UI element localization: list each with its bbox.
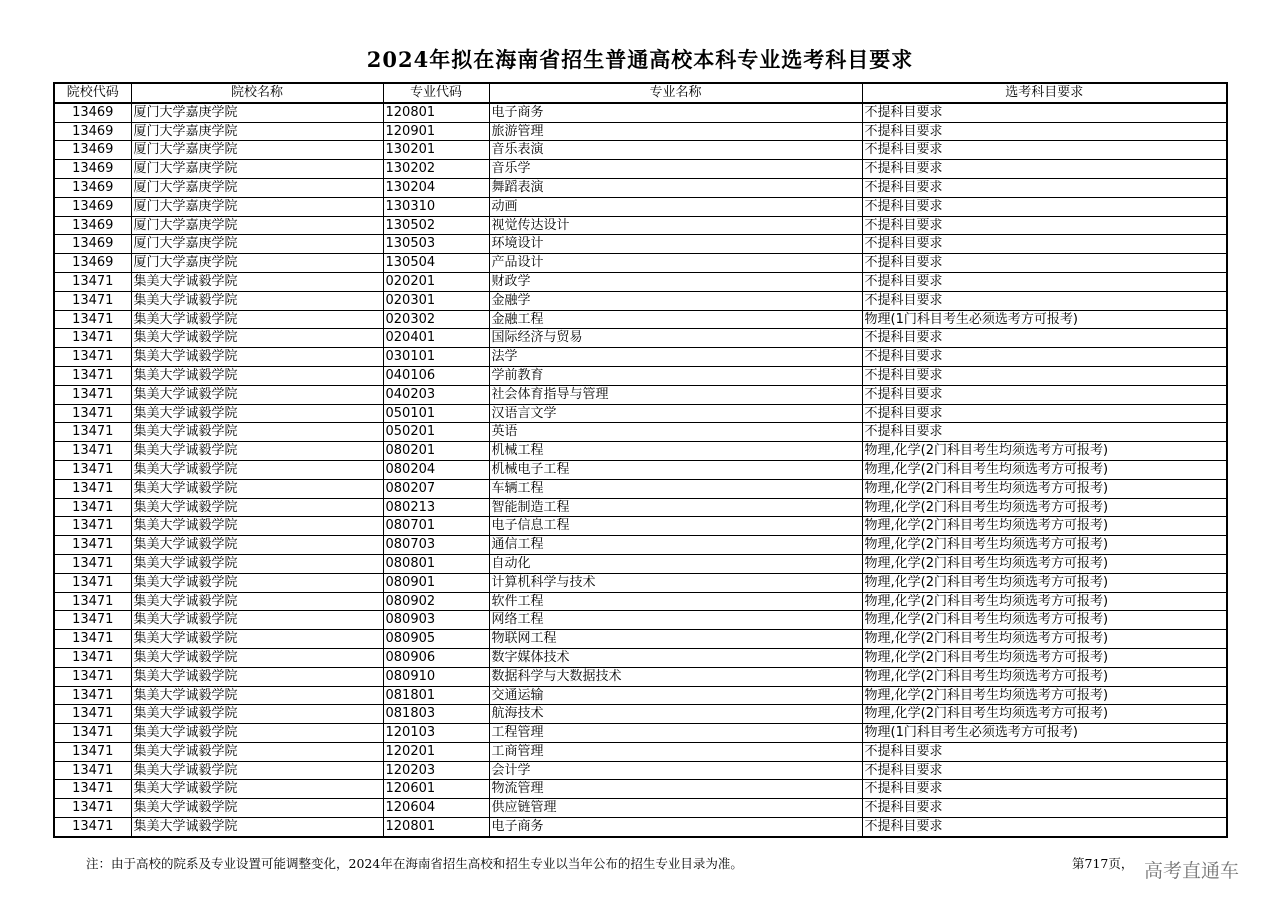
cell-major-name: 金融学 <box>489 291 862 310</box>
table-row <box>54 799 1227 818</box>
cell-major-code: 080207 <box>383 479 489 498</box>
cell-school-name: 集美大学诚毅学院 <box>131 404 383 423</box>
cell-major-name: 机械工程 <box>489 442 862 461</box>
cell-school-code: 13471 <box>54 761 131 780</box>
cell-school-code: 13471 <box>54 291 131 310</box>
cell-school-code: 13471 <box>54 742 131 761</box>
cell-school-code: 13469 <box>54 178 131 197</box>
cell-school-name: 集美大学诚毅学院 <box>131 423 383 442</box>
cell-school-code: 13471 <box>54 799 131 818</box>
cell-major-code: 120201 <box>383 742 489 761</box>
cell-subject-requirement: 不提科目要求 <box>862 291 1227 310</box>
cell-major-code: 050201 <box>383 423 489 442</box>
cell-major-code: 080906 <box>383 648 489 667</box>
table-row <box>54 724 1227 743</box>
cell-subject-requirement: 物理,化学(2门科目考生均须选考方可报考) <box>862 611 1227 630</box>
cell-school-name: 集美大学诚毅学院 <box>131 780 383 799</box>
cell-major-name: 音乐表演 <box>489 141 862 160</box>
cell-school-code: 13469 <box>54 235 131 254</box>
table-row <box>54 761 1227 780</box>
cell-school-name: 厦门大学嘉庚学院 <box>131 254 383 273</box>
cell-major-name: 航海技术 <box>489 705 862 724</box>
cell-subject-requirement: 不提科目要求 <box>862 348 1227 367</box>
cell-school-name: 集美大学诚毅学院 <box>131 536 383 555</box>
table-row <box>54 479 1227 498</box>
cell-major-code: 080903 <box>383 611 489 630</box>
cell-major-code: 130310 <box>383 197 489 216</box>
cell-school-code: 13471 <box>54 724 131 743</box>
cell-major-name: 环境设计 <box>489 235 862 254</box>
cell-major-code: 130504 <box>383 254 489 273</box>
table-body <box>54 103 1227 837</box>
cell-major-name: 通信工程 <box>489 536 862 555</box>
cell-major-code: 050101 <box>383 404 489 423</box>
cell-major-name: 网络工程 <box>489 611 862 630</box>
cell-major-name: 视觉传达设计 <box>489 216 862 235</box>
cell-school-name: 集美大学诚毅学院 <box>131 291 383 310</box>
cell-school-code: 13471 <box>54 554 131 573</box>
cell-major-code: 120604 <box>383 799 489 818</box>
table-row <box>54 423 1227 442</box>
cell-school-name: 集美大学诚毅学院 <box>131 460 383 479</box>
cell-school-code: 13469 <box>54 103 131 122</box>
cell-subject-requirement: 物理,化学(2门科目考生均须选考方可报考) <box>862 667 1227 686</box>
table-row <box>54 272 1227 291</box>
cell-school-code: 13471 <box>54 630 131 649</box>
cell-major-code: 081801 <box>383 686 489 705</box>
cell-major-code: 080204 <box>383 460 489 479</box>
cell-major-code: 030101 <box>383 348 489 367</box>
table-row <box>54 103 1227 122</box>
cell-school-name: 集美大学诚毅学院 <box>131 630 383 649</box>
table-row <box>54 460 1227 479</box>
table-row <box>54 667 1227 686</box>
cell-school-name: 厦门大学嘉庚学院 <box>131 197 383 216</box>
table-row <box>54 216 1227 235</box>
cell-major-code: 040106 <box>383 366 489 385</box>
cell-subject-requirement: 不提科目要求 <box>862 272 1227 291</box>
cell-school-name: 集美大学诚毅学院 <box>131 366 383 385</box>
cell-school-name: 厦门大学嘉庚学院 <box>131 141 383 160</box>
cell-major-code: 120203 <box>383 761 489 780</box>
cell-school-name: 集美大学诚毅学院 <box>131 705 383 724</box>
cell-major-code: 130204 <box>383 178 489 197</box>
cell-school-name: 集美大学诚毅学院 <box>131 592 383 611</box>
cell-major-code: 020301 <box>383 291 489 310</box>
cell-major-code: 020302 <box>383 310 489 329</box>
cell-subject-requirement: 物理,化学(2门科目考生均须选考方可报考) <box>862 705 1227 724</box>
cell-school-code: 13469 <box>54 122 131 141</box>
cell-school-name: 厦门大学嘉庚学院 <box>131 235 383 254</box>
table-row <box>54 442 1227 461</box>
cell-major-name: 物流管理 <box>489 780 862 799</box>
cell-school-code: 13471 <box>54 423 131 442</box>
cell-major-code: 081803 <box>383 705 489 724</box>
cell-major-name: 学前教育 <box>489 366 862 385</box>
cell-subject-requirement: 物理,化学(2门科目考生均须选考方可报考) <box>862 442 1227 461</box>
cell-subject-requirement: 不提科目要求 <box>862 122 1227 141</box>
cell-school-name: 集美大学诚毅学院 <box>131 554 383 573</box>
cell-major-name: 动画 <box>489 197 862 216</box>
cell-major-code: 080801 <box>383 554 489 573</box>
cell-subject-requirement: 物理(1门科目考生必须选考方可报考) <box>862 724 1227 743</box>
cell-school-name: 集美大学诚毅学院 <box>131 272 383 291</box>
footnote: 注：由于高校的院系及专业设置可能调整变化，2024年在海南省招生高校和招生专业以当年公布的招生专业目录为准。 <box>86 856 743 871</box>
cell-major-name: 法学 <box>489 348 862 367</box>
cell-subject-requirement: 不提科目要求 <box>862 799 1227 818</box>
cell-subject-requirement: 物理,化学(2门科目考生均须选考方可报考) <box>862 592 1227 611</box>
cell-subject-requirement: 物理,化学(2门科目考生均须选考方可报考) <box>862 686 1227 705</box>
cell-school-name: 集美大学诚毅学院 <box>131 329 383 348</box>
table-row <box>54 404 1227 423</box>
cell-subject-requirement: 不提科目要求 <box>862 254 1227 273</box>
cell-subject-requirement: 物理,化学(2门科目考生均须选考方可报考) <box>862 648 1227 667</box>
cell-subject-requirement: 不提科目要求 <box>862 366 1227 385</box>
table-row <box>54 122 1227 141</box>
cell-school-name: 厦门大学嘉庚学院 <box>131 160 383 179</box>
cell-school-name: 集美大学诚毅学院 <box>131 573 383 592</box>
cell-school-code: 13471 <box>54 611 131 630</box>
cell-school-code: 13471 <box>54 517 131 536</box>
cell-major-name: 财政学 <box>489 272 862 291</box>
table-row <box>54 235 1227 254</box>
cell-school-name: 厦门大学嘉庚学院 <box>131 178 383 197</box>
cell-major-code: 080201 <box>383 442 489 461</box>
cell-major-name: 机械电子工程 <box>489 460 862 479</box>
cell-major-name: 汉语言文学 <box>489 404 862 423</box>
table-row <box>54 573 1227 592</box>
cell-major-name: 旅游管理 <box>489 122 862 141</box>
table-row <box>54 554 1227 573</box>
cell-subject-requirement: 不提科目要求 <box>862 385 1227 404</box>
cell-school-name: 集美大学诚毅学院 <box>131 686 383 705</box>
table-row <box>54 611 1227 630</box>
cell-school-code: 13469 <box>54 197 131 216</box>
cell-school-name: 厦门大学嘉庚学院 <box>131 122 383 141</box>
cell-major-name: 计算机科学与技术 <box>489 573 862 592</box>
cell-major-code: 080213 <box>383 498 489 517</box>
requirements-table <box>53 82 1228 838</box>
cell-school-code: 13469 <box>54 141 131 160</box>
cell-major-name: 物联网工程 <box>489 630 862 649</box>
cell-subject-requirement: 不提科目要求 <box>862 423 1227 442</box>
table-row <box>54 742 1227 761</box>
cell-school-code: 13471 <box>54 667 131 686</box>
cell-school-name: 集美大学诚毅学院 <box>131 611 383 630</box>
cell-major-name: 供应链管理 <box>489 799 862 818</box>
cell-school-code: 13471 <box>54 460 131 479</box>
cell-school-code: 13471 <box>54 705 131 724</box>
cell-school-code: 13471 <box>54 366 131 385</box>
cell-school-code: 13469 <box>54 160 131 179</box>
cell-major-name: 会计学 <box>489 761 862 780</box>
cell-subject-requirement: 不提科目要求 <box>862 329 1227 348</box>
cell-school-name: 厦门大学嘉庚学院 <box>131 103 383 122</box>
cell-school-name: 集美大学诚毅学院 <box>131 742 383 761</box>
column-header-school-name: 院校名称 <box>131 83 383 103</box>
table-row <box>54 536 1227 555</box>
table-row <box>54 630 1227 649</box>
cell-subject-requirement: 物理,化学(2门科目考生均须选考方可报考) <box>862 479 1227 498</box>
cell-major-name: 智能制造工程 <box>489 498 862 517</box>
cell-major-name: 自动化 <box>489 554 862 573</box>
cell-major-name: 交通运输 <box>489 686 862 705</box>
cell-major-code: 120801 <box>383 818 489 837</box>
page-number: 第717页， <box>1072 856 1134 871</box>
table-row <box>54 385 1227 404</box>
cell-subject-requirement: 不提科目要求 <box>862 404 1227 423</box>
cell-school-code: 13471 <box>54 592 131 611</box>
cell-major-name: 电子信息工程 <box>489 517 862 536</box>
cell-school-code: 13471 <box>54 573 131 592</box>
cell-subject-requirement: 物理,化学(2门科目考生均须选考方可报考) <box>862 536 1227 555</box>
cell-school-code: 13471 <box>54 329 131 348</box>
table-row <box>54 517 1227 536</box>
table-row <box>54 197 1227 216</box>
cell-school-code: 13471 <box>54 498 131 517</box>
cell-major-code: 040203 <box>383 385 489 404</box>
cell-major-name: 音乐学 <box>489 160 862 179</box>
table-row <box>54 291 1227 310</box>
cell-school-name: 集美大学诚毅学院 <box>131 818 383 837</box>
table-row <box>54 818 1227 837</box>
cell-school-name: 厦门大学嘉庚学院 <box>131 216 383 235</box>
cell-major-name: 国际经济与贸易 <box>489 329 862 348</box>
table-row <box>54 329 1227 348</box>
table-header-row <box>54 83 1227 103</box>
cell-subject-requirement: 物理,化学(2门科目考生均须选考方可报考) <box>862 630 1227 649</box>
cell-school-name: 集美大学诚毅学院 <box>131 442 383 461</box>
cell-school-name: 集美大学诚毅学院 <box>131 498 383 517</box>
cell-subject-requirement: 物理,化学(2门科目考生均须选考方可报考) <box>862 554 1227 573</box>
cell-major-code: 120901 <box>383 122 489 141</box>
cell-school-name: 集美大学诚毅学院 <box>131 724 383 743</box>
cell-school-name: 集美大学诚毅学院 <box>131 667 383 686</box>
cell-subject-requirement: 不提科目要求 <box>862 761 1227 780</box>
cell-school-code: 13471 <box>54 818 131 837</box>
cell-subject-requirement: 物理,化学(2门科目考生均须选考方可报考) <box>862 498 1227 517</box>
cell-major-code: 120103 <box>383 724 489 743</box>
cell-subject-requirement: 不提科目要求 <box>862 141 1227 160</box>
cell-school-name: 集美大学诚毅学院 <box>131 799 383 818</box>
document-title: 2024年拟在海南省招生普通高校本科专业选考科目要求 <box>366 47 914 72</box>
column-header-subject-requirement: 选考科目要求 <box>862 83 1227 103</box>
cell-subject-requirement: 不提科目要求 <box>862 197 1227 216</box>
table-row <box>54 310 1227 329</box>
cell-school-name: 集美大学诚毅学院 <box>131 310 383 329</box>
cell-major-code: 080902 <box>383 592 489 611</box>
cell-major-code: 130503 <box>383 235 489 254</box>
cell-major-name: 工程管理 <box>489 724 862 743</box>
cell-major-code: 020201 <box>383 272 489 291</box>
table-row <box>54 592 1227 611</box>
cell-school-code: 13471 <box>54 310 131 329</box>
cell-school-code: 13471 <box>54 404 131 423</box>
cell-school-name: 集美大学诚毅学院 <box>131 517 383 536</box>
cell-school-code: 13471 <box>54 348 131 367</box>
cell-school-name: 集美大学诚毅学院 <box>131 348 383 367</box>
cell-major-code: 080701 <box>383 517 489 536</box>
cell-school-code: 13471 <box>54 648 131 667</box>
cell-school-code: 13471 <box>54 272 131 291</box>
cell-major-name: 电子商务 <box>489 103 862 122</box>
cell-major-name: 数据科学与大数据技术 <box>489 667 862 686</box>
cell-school-code: 13471 <box>54 479 131 498</box>
cell-major-name: 产品设计 <box>489 254 862 273</box>
cell-school-code: 13471 <box>54 780 131 799</box>
cell-subject-requirement: 物理,化学(2门科目考生均须选考方可报考) <box>862 460 1227 479</box>
table-row <box>54 160 1227 179</box>
cell-major-name: 软件工程 <box>489 592 862 611</box>
cell-major-name: 社会体育指导与管理 <box>489 385 862 404</box>
cell-major-name: 金融工程 <box>489 310 862 329</box>
cell-subject-requirement: 不提科目要求 <box>862 216 1227 235</box>
cell-subject-requirement: 不提科目要求 <box>862 160 1227 179</box>
cell-major-code: 080703 <box>383 536 489 555</box>
table-row <box>54 780 1227 799</box>
cell-school-name: 集美大学诚毅学院 <box>131 479 383 498</box>
cell-subject-requirement: 不提科目要求 <box>862 742 1227 761</box>
cell-school-code: 13471 <box>54 442 131 461</box>
cell-major-name: 英语 <box>489 423 862 442</box>
table-row <box>54 178 1227 197</box>
watermark: 高考直通车 <box>1144 860 1240 882</box>
table-row <box>54 705 1227 724</box>
cell-subject-requirement: 不提科目要求 <box>862 818 1227 837</box>
cell-school-code: 13469 <box>54 216 131 235</box>
table-row <box>54 254 1227 273</box>
cell-major-code: 080905 <box>383 630 489 649</box>
cell-major-name: 数字媒体技术 <box>489 648 862 667</box>
table-row <box>54 686 1227 705</box>
cell-subject-requirement: 物理(1门科目考生必须选考方可报考) <box>862 310 1227 329</box>
cell-subject-requirement: 不提科目要求 <box>862 103 1227 122</box>
cell-major-code: 080910 <box>383 667 489 686</box>
cell-school-name: 集美大学诚毅学院 <box>131 761 383 780</box>
table-row <box>54 498 1227 517</box>
column-header-major-name: 专业名称 <box>489 83 862 103</box>
cell-major-code: 130201 <box>383 141 489 160</box>
cell-subject-requirement: 不提科目要求 <box>862 235 1227 254</box>
table-row <box>54 366 1227 385</box>
column-header-major-code: 专业代码 <box>383 83 489 103</box>
cell-major-code: 120801 <box>383 103 489 122</box>
cell-major-name: 工商管理 <box>489 742 862 761</box>
cell-subject-requirement: 不提科目要求 <box>862 780 1227 799</box>
cell-subject-requirement: 物理,化学(2门科目考生均须选考方可报考) <box>862 517 1227 536</box>
cell-subject-requirement: 不提科目要求 <box>862 178 1227 197</box>
table-row <box>54 141 1227 160</box>
table-row <box>54 648 1227 667</box>
cell-major-name: 舞蹈表演 <box>489 178 862 197</box>
cell-major-code: 130502 <box>383 216 489 235</box>
cell-school-code: 13471 <box>54 385 131 404</box>
table-row <box>54 348 1227 367</box>
cell-major-code: 020401 <box>383 329 489 348</box>
column-header-school-code: 院校代码 <box>54 83 131 103</box>
cell-school-name: 集美大学诚毅学院 <box>131 385 383 404</box>
cell-school-code: 13469 <box>54 254 131 273</box>
cell-major-code: 130202 <box>383 160 489 179</box>
cell-major-name: 电子商务 <box>489 818 862 837</box>
cell-school-code: 13471 <box>54 536 131 555</box>
cell-major-code: 080901 <box>383 573 489 592</box>
cell-major-name: 车辆工程 <box>489 479 862 498</box>
cell-school-name: 集美大学诚毅学院 <box>131 648 383 667</box>
cell-major-code: 120601 <box>383 780 489 799</box>
cell-school-code: 13471 <box>54 686 131 705</box>
cell-subject-requirement: 物理,化学(2门科目考生均须选考方可报考) <box>862 573 1227 592</box>
